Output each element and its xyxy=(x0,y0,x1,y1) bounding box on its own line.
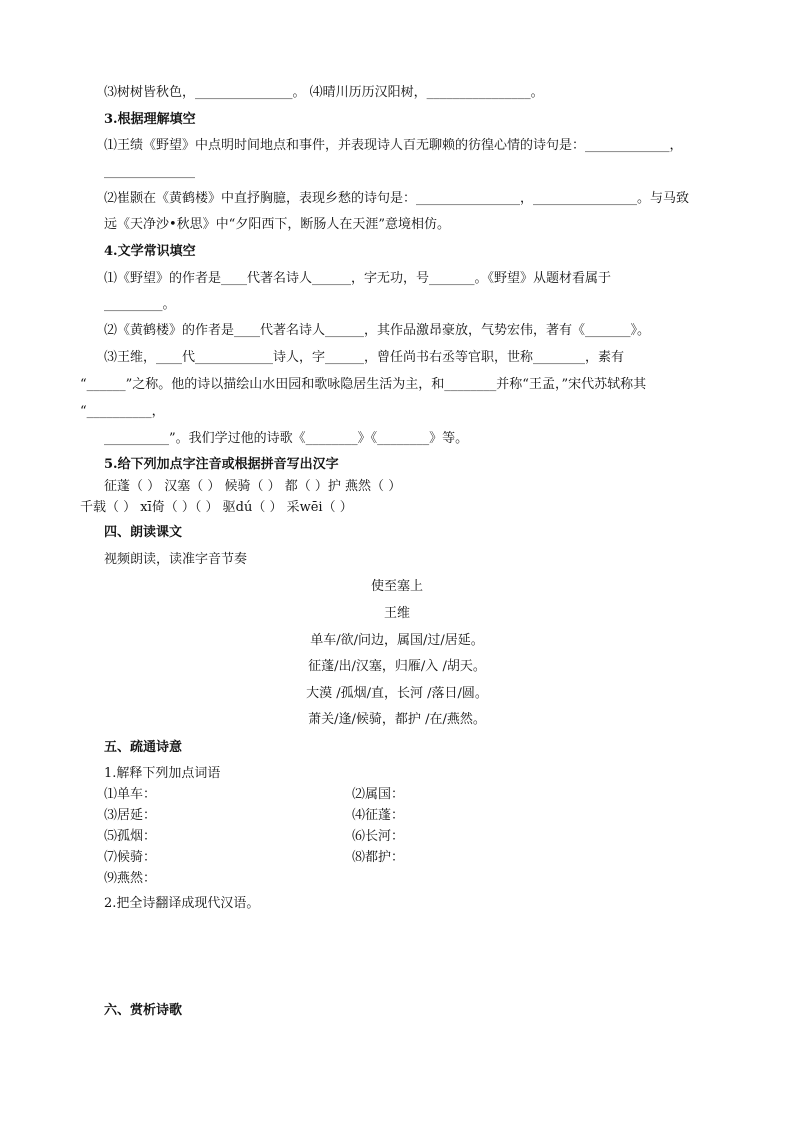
heading-q3: 3.根据理解填空 xyxy=(104,112,196,127)
fill-line-3-4: ⑶树树皆秋色，_______________。 ⑷晴川历历汉阳树，________________。 xyxy=(104,85,544,100)
q4-item-3: ⑶王维，____代____________诗人，字______，曾任尚书右丞等官职，世称________，素有 xyxy=(104,350,625,365)
q3-item-1: ⑴王绩《野望》中点明时间地点和事件，并表现诗人百无聊赖的彷徨心情的诗句是：_____________， xyxy=(104,138,683,153)
poem-line: 单车/欲/问边，属国/过/居延。 xyxy=(310,633,484,648)
word-item: ⑸孤烟： xyxy=(104,829,157,844)
pinyin-row-1: 征蓬（ ） 汉塞（ ） 候骑（ ） 都（ ）护 燕然（ ） xyxy=(104,479,402,494)
q3-item-1-blank: ______________ xyxy=(104,164,195,179)
word-item: ⑵属国： xyxy=(352,787,405,802)
pinyin-row-2: 千载（ ） xī倚（ ）（ ） 驱dú（ ） 采wēi（ ） xyxy=(80,500,353,515)
word-item: ⑶居延： xyxy=(104,808,157,823)
q3-item-2-cont: 远《天净沙•秋思》中“夕阳西下，断肠人在天涯”意境相仿。 xyxy=(104,217,450,232)
word-item: ⑹长河： xyxy=(352,829,405,844)
poem-line: 征蓬/出/汉塞，归雁/入 /胡天。 xyxy=(308,659,486,674)
section-5-q2: 2.把全诗翻译成现代汉语。 xyxy=(104,896,260,911)
word-item: ⑷征蓬： xyxy=(352,808,405,823)
section-6-heading: 六、赏析诗歌 xyxy=(104,1003,183,1018)
word-item: ⑴单车： xyxy=(104,787,157,802)
poem-line: 大漠 /孤烟/直，长河 /落日/圆。 xyxy=(306,686,488,701)
poem-line: 萧关/逢/候骑，都护 /在/燕然。 xyxy=(308,712,486,727)
poem-author: 王维 xyxy=(383,606,410,621)
q4-item-1-cont: _________。 xyxy=(104,297,176,312)
word-item: ⑼燕然： xyxy=(104,871,157,886)
section-5-heading: 五、疏通诗意 xyxy=(104,740,183,755)
section-5-q1: 1.解释下列加点词语 xyxy=(104,766,221,781)
word-item: ⑻都护： xyxy=(352,850,405,865)
q4-item-2: ⑵《黄鹤楼》的作者是____代著名诗人______，其作品激昂豪放，气势宏伟，著有《_______》。 xyxy=(104,323,651,338)
q4-item-3-cont: “______”之称。他的诗以描绘山水田园和歌咏隐居生活为主，和________并称“王孟，”宋代苏轼称其 xyxy=(80,377,647,392)
poem-title: 使至塞上 xyxy=(370,579,423,594)
q4-item-3-quote: “__________， xyxy=(80,404,165,419)
q4-item-3-end: __________”。我们学过他的诗歌《________》《________》等。 xyxy=(104,431,469,446)
word-item: ⑺候骑： xyxy=(104,850,157,865)
reading-instruction: 视频朗读，读准字音节奏 xyxy=(104,552,248,567)
q3-item-2: ⑵崔颢在《黄鹤楼》中直抒胸臆，表现乡愁的诗句是：________________，________________。与马致 xyxy=(104,191,690,206)
heading-q5: 5.给下列加点字注音或根据拼音写出汉字 xyxy=(104,457,339,472)
q4-item-1: ⑴《野望》的作者是____代著名诗人______，字无功，号_______。《野望》从题材看属于 xyxy=(104,271,612,286)
section-4-heading: 四、朗读课文 xyxy=(104,525,183,540)
heading-q4: 4.文学常识填空 xyxy=(104,244,196,259)
